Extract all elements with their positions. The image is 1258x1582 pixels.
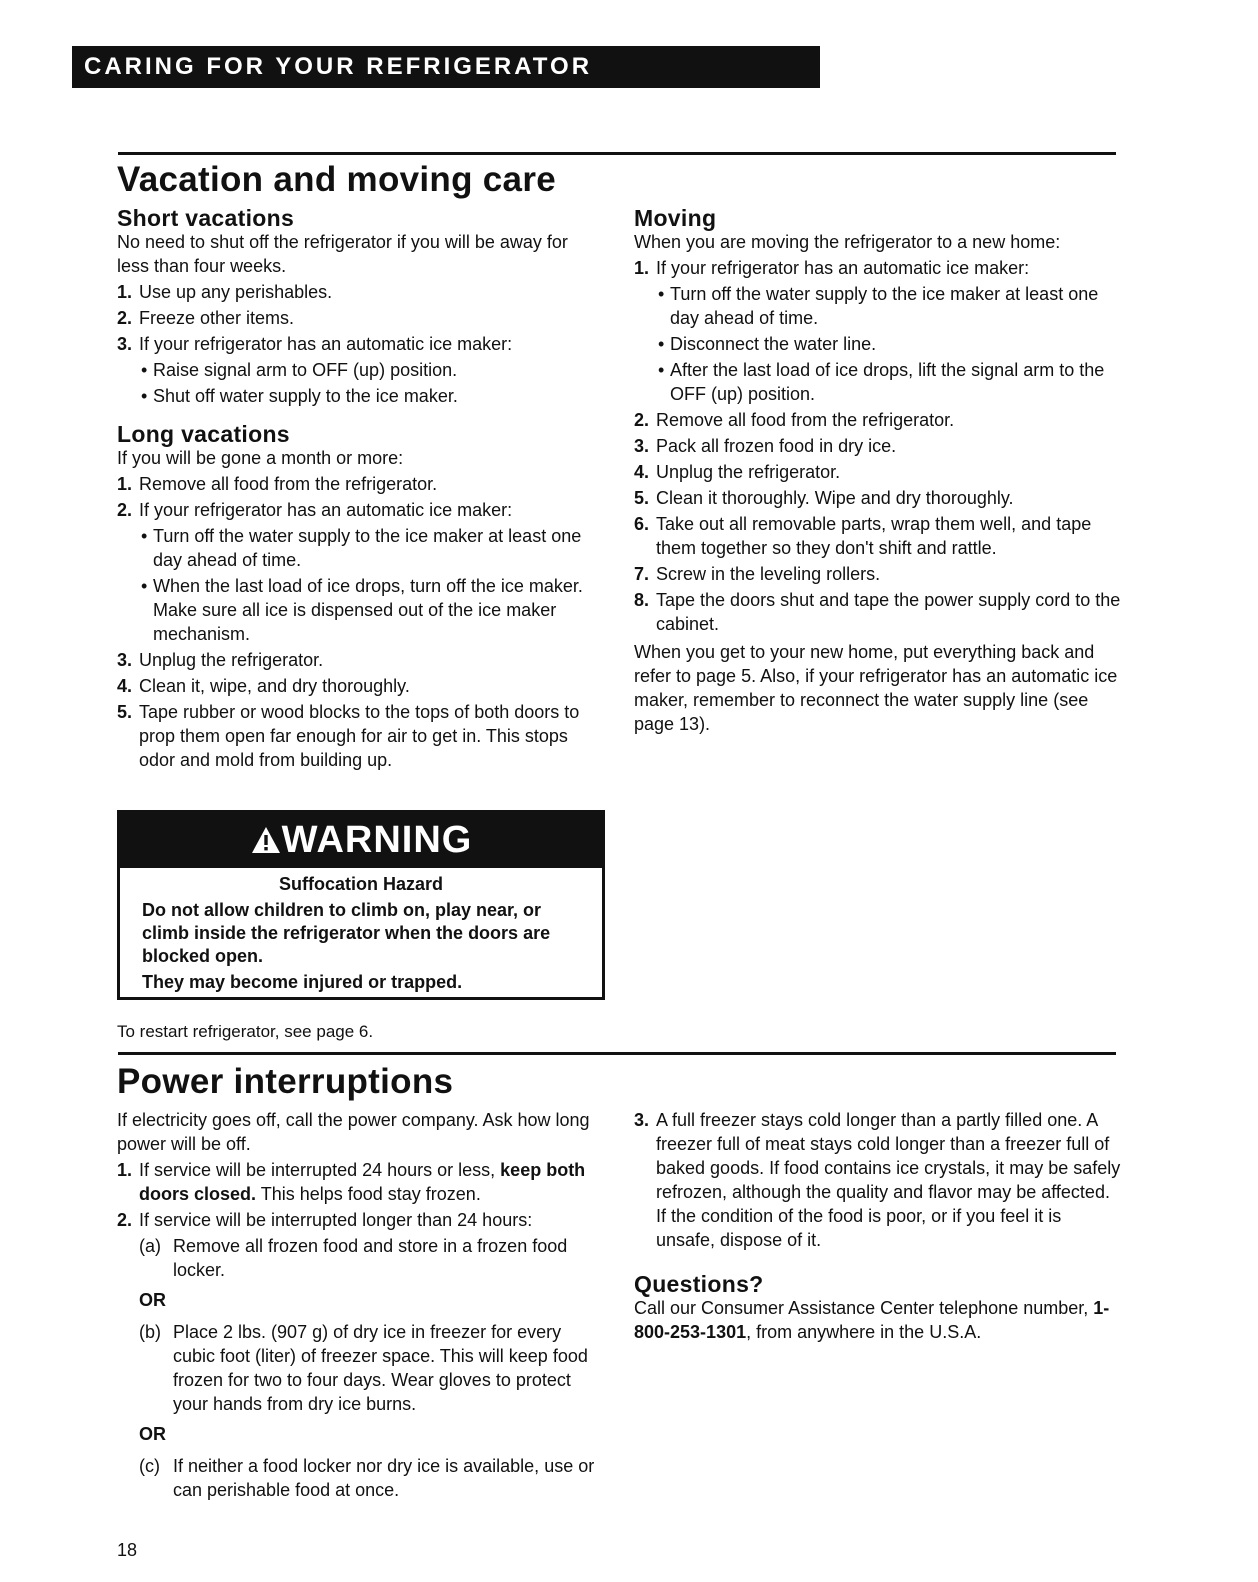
power-right-column bbox=[634, 1108, 1124, 1344]
warning-label: WARNING bbox=[281, 819, 473, 861]
vacation-title: Vacation and moving care bbox=[117, 160, 557, 199]
option-list bbox=[139, 1234, 607, 1282]
page-number: 18 bbox=[117, 1540, 138, 1560]
list-item: 3. If your refrigerator has an automatic ice maker: • Raise signal arm to OFF (up) position. • Shut off water supply to the ice maker. bbox=[117, 332, 597, 408]
list-item: 4. Clean it, wipe, and dry thoroughly. bbox=[117, 676, 410, 696]
bullet-item: • When the last load of ice drops, turn off the ice maker. Make sure all ice is dispensed out of the ice maker mechanism. bbox=[139, 574, 597, 646]
list-item: 6. Take out all removable parts, wrap them well, and tape them together so they don't shift and rattle. bbox=[634, 514, 1092, 558]
list-item: 2. Remove all food from the refrigerator. bbox=[634, 410, 955, 430]
vacation-left-column bbox=[117, 206, 597, 774]
list-item: 4. Unplug the refrigerator. bbox=[634, 462, 841, 482]
option-list bbox=[139, 1454, 607, 1502]
or-divider: OR bbox=[139, 1424, 166, 1444]
list-item: 1. If service will be interrupted 24 hours or less, keep both doors closed. This helps food stay frozen. bbox=[117, 1160, 586, 1204]
list-item: 2. If your refrigerator has an automatic ice maker: • Turn off the water supply to the ice maker at least one day ahead of time. • When the last load of ice drops, turn off the ice maker. Make sure all ice is dispensed out of the ice maker mechanism. bbox=[117, 498, 597, 646]
power-intro: If electricity goes off, call the power company. Ask how long power will be off. bbox=[117, 1110, 590, 1154]
list-item: 7. Screw in the leveling rollers. bbox=[634, 564, 881, 584]
list-item: 2. Freeze other items. bbox=[117, 308, 295, 328]
short-vacations-heading: Short vacations bbox=[117, 205, 295, 231]
moving-intro: When you are moving the refrigerator to a new home: bbox=[634, 232, 1061, 252]
warning-triangle-icon bbox=[250, 825, 282, 855]
warning-header bbox=[120, 813, 602, 868]
bullet-item: • After the last load of ice drops, lift the signal arm to the OFF (up) position. bbox=[656, 358, 1124, 406]
list-item: 5. Tape rubber or wood blocks to the tops of both doors to prop them open far enough for air to get in. This stops odor and mold from building up. bbox=[117, 702, 580, 770]
warning-box bbox=[117, 810, 605, 1000]
phone-number: 1-800-253-1301 bbox=[634, 1298, 1110, 1342]
questions-heading: Questions? bbox=[634, 1271, 764, 1297]
list-item: 1. Remove all food from the refrigerator. bbox=[117, 474, 438, 494]
bullet-item: • Raise signal arm to OFF (up) position. bbox=[139, 358, 597, 382]
warning-line-1: Do not allow children to climb on, play near, or climb inside the refrigerator when the doors are blocked open. bbox=[142, 900, 551, 966]
warning-hazard: Suffocation Hazard bbox=[278, 874, 443, 894]
list-item: 1. Use up any perishables. bbox=[117, 282, 333, 302]
section-banner bbox=[72, 46, 820, 88]
long-vacations-steps bbox=[117, 472, 597, 772]
moving-steps bbox=[634, 256, 1124, 636]
bullet-list bbox=[139, 524, 597, 646]
bullet-item: • Turn off the water supply to the ice maker at least one day ahead of time. bbox=[139, 524, 597, 572]
moving-heading: Moving bbox=[634, 205, 717, 231]
section-divider bbox=[118, 152, 1116, 155]
warning-body bbox=[120, 895, 602, 994]
power-steps-continued bbox=[634, 1108, 1124, 1252]
list-item: 5. Clean it thoroughly. Wipe and dry thoroughly. bbox=[634, 488, 1014, 508]
short-vacations-steps bbox=[117, 280, 597, 408]
option-item: (b) Place 2 lbs. (907 g) of dry ice in freezer for every cubic foot (liter) of freezer space. This will keep food frozen for two to four days. Wear gloves to protect your hands from dry ice burns. bbox=[139, 1322, 588, 1414]
list-item: 2. If service will be interrupted longer than 24 hours: (a) Remove all frozen food and store in a frozen food locker. OR (b) Place 2 lbs. (907 g) of dry ice in freezer for every cubic foot (liter) of freezer space. This will keep food frozen for two to four days. Wear gloves to protect your hands from dry ice burns. OR (c) If neither a food locker nor dry ice is available, use or can perishable food at once. bbox=[117, 1208, 607, 1502]
restart-note: To restart refrigerator, see page 6. bbox=[117, 1022, 374, 1041]
list-item: 3. Unplug the refrigerator. bbox=[117, 650, 324, 670]
power-title: Power interruptions bbox=[117, 1062, 454, 1101]
questions-body: Call our Consumer Assistance Center telephone number, 1-800-253-1301, from anywhere in the U.S.A. bbox=[634, 1298, 1110, 1342]
bullet-list bbox=[139, 358, 597, 408]
vacation-right-column bbox=[634, 206, 1124, 736]
list-item: 8. Tape the doors shut and tape the power supply cord to the cabinet. bbox=[634, 590, 1121, 634]
long-vacations-intro: If you will be gone a month or more: bbox=[117, 448, 404, 468]
list-item: 3. Pack all frozen food in dry ice. bbox=[634, 436, 897, 456]
power-steps bbox=[117, 1158, 607, 1502]
banner-title: CARING FOR YOUR REFRIGERATOR bbox=[84, 53, 593, 80]
or-divider: OR bbox=[139, 1290, 166, 1310]
list-item: 3. A full freezer stays cold longer than a partly filled one. A freezer full of meat stays cold longer than a freezer full of baked goods. If food contains ice crystals, it may be safely refrozen, although the quality and flavor may be affected. If the condition of the food is poor, or if you feel it is unsafe, dispose of it. bbox=[634, 1110, 1121, 1250]
bullet-item: • Turn off the water supply to the ice maker at least one day ahead of time. bbox=[656, 282, 1124, 330]
power-left-column bbox=[117, 1108, 607, 1504]
warning-line-2: They may become injured or trapped. bbox=[142, 972, 463, 992]
option-item: (a) Remove all frozen food and store in a frozen food locker. bbox=[139, 1236, 568, 1280]
option-list bbox=[139, 1320, 607, 1416]
long-vacations-heading: Long vacations bbox=[117, 421, 290, 447]
option-item: (c) If neither a food locker nor dry ice is available, use or can perishable food at once. bbox=[139, 1456, 595, 1500]
bullet-list bbox=[656, 282, 1124, 406]
list-item: 1. If your refrigerator has an automatic ice maker: • Turn off the water supply to the ice maker at least one day ahead of time. • Disconnect the water line. • After the last load of ice drops, lift the signal arm to the OFF (up) position. bbox=[634, 256, 1124, 406]
section-divider bbox=[118, 1052, 1116, 1055]
bullet-item: • Disconnect the water line. bbox=[656, 332, 1124, 356]
bullet-item: • Shut off water supply to the ice maker. bbox=[139, 384, 597, 408]
short-vacations-intro: No need to shut off the refrigerator if you will be away for less than four weeks. bbox=[117, 232, 568, 276]
moving-outro: When you get to your new home, put everything back and refer to page 5. Also, if your refrigerator has an automatic ice maker, remember to reconnect the water supply line (see page 13). bbox=[634, 642, 1118, 734]
